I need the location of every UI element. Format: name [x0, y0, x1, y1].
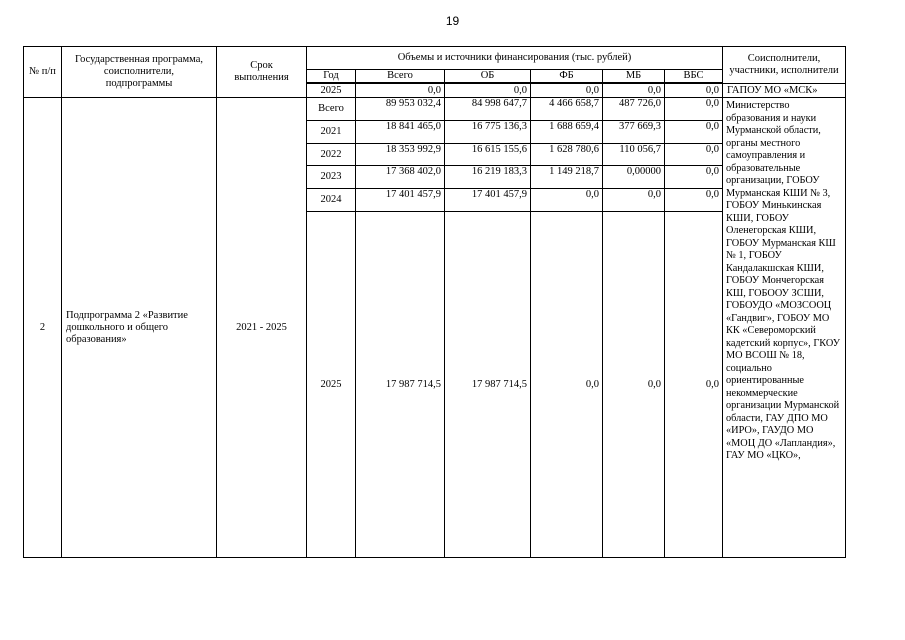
row-year: 2024 — [306, 188, 356, 212]
row-year: 2023 — [306, 165, 356, 189]
row-total: 18 353 992,9 — [355, 143, 445, 166]
header-ob: ОБ — [444, 69, 531, 83]
main-period: 2021 - 2025 — [216, 97, 307, 558]
row-fb: 1 628 780,6 — [530, 143, 603, 166]
top-row-ob: 0,0 — [444, 83, 531, 98]
header-mb: МБ — [602, 69, 665, 83]
row-ob: 17 987 714,5 — [444, 211, 531, 558]
top-row-total: 0,0 — [355, 83, 445, 98]
row-ob: 16 615 155,6 — [444, 143, 531, 166]
header-vbs: ВБС — [664, 69, 723, 83]
row-mb: 0,00000 — [602, 165, 665, 189]
row-mb: 110 056,7 — [602, 143, 665, 166]
page-number: 19 — [445, 14, 460, 28]
row-total: 18 841 465,0 — [355, 120, 445, 144]
row-year: 2021 — [306, 120, 356, 144]
row-vbs: 0,0 — [664, 211, 723, 558]
header-program: Государственная программа, соисполнители, подпрограммы — [61, 46, 217, 98]
row-ob: 84 998 647,7 — [444, 97, 531, 121]
header-num: № п/п — [23, 46, 62, 98]
row-vbs: 0,0 — [664, 97, 723, 121]
row-ob: 16 775 136,3 — [444, 120, 531, 144]
row-mb: 487 726,0 — [602, 97, 665, 121]
top-row-vbs: 0,0 — [664, 83, 723, 98]
row-mb: 0,0 — [602, 211, 665, 558]
header-executors: Соисполнители, участники, исполнители — [722, 46, 846, 84]
row-fb: 1 149 218,7 — [530, 165, 603, 189]
top-row-mb: 0,0 — [602, 83, 665, 98]
row-fb: 1 688 659,4 — [530, 120, 603, 144]
row-total: 89 953 032,4 — [355, 97, 445, 121]
row-vbs: 0,0 — [664, 165, 723, 189]
row-mb: 0,0 — [602, 188, 665, 212]
row-total: 17 987 714,5 — [355, 211, 445, 558]
main-program: Подпрограмма 2 «Развитие дошкольного и общего образования» — [61, 97, 217, 558]
row-year: 2025 — [306, 211, 356, 558]
row-fb: 0,0 — [530, 211, 603, 558]
top-row-fb: 0,0 — [530, 83, 603, 98]
row-total: 17 368 402,0 — [355, 165, 445, 189]
row-vbs: 0,0 — [664, 188, 723, 212]
main-executors: Министерство образования и науки Мурманской области, органы местного самоуправления и образовательные организации, ГОБОУ Мурманская КШИ № 3, ГОБОУ Минькинская КШИ, ГОБОУ Оленегорская КШИ, ГОБОУ Мурманская КШ № 1, ГОБОУ Кандалакшская КШИ, ГОБОУ Мончегорская КШ, ГОБООУ ЗСШИ, ГОБОУДО «МОЗСООЦ «Гандвиг», ГОБОУ МО КК «Североморский кадетский корпус», ГКОУ МО ВСОШ № 18, социально ориентированные некоммерческие организации Мурманской области, ГАУ ДПО МО «ИРО», ГАУДО МО «МОЦ ДО «Лапландия», ГАУ МО «ЦКО», — [722, 97, 846, 558]
header-period: Срок выполнения — [216, 46, 307, 98]
row-mb: 377 669,3 — [602, 120, 665, 144]
row-vbs: 0,0 — [664, 120, 723, 144]
row-ob: 17 401 457,9 — [444, 188, 531, 212]
header-year: Год — [306, 69, 356, 83]
row-fb: 0,0 — [530, 188, 603, 212]
top-row-year: 2025 — [306, 83, 356, 98]
header-total: Всего — [355, 69, 445, 83]
row-year: 2022 — [306, 143, 356, 166]
row-ob: 16 219 183,3 — [444, 165, 531, 189]
header-fb: ФБ — [530, 69, 603, 83]
main-num: 2 — [23, 97, 62, 558]
row-year: Всего — [306, 97, 356, 121]
row-total: 17 401 457,9 — [355, 188, 445, 212]
row-vbs: 0,0 — [664, 143, 723, 166]
top-row-executor: ГАПОУ МО «МСК» — [722, 83, 846, 98]
row-fb: 4 466 658,7 — [530, 97, 603, 121]
header-funding: Объемы и источники финансирования (тыс. рублей) — [306, 46, 723, 70]
